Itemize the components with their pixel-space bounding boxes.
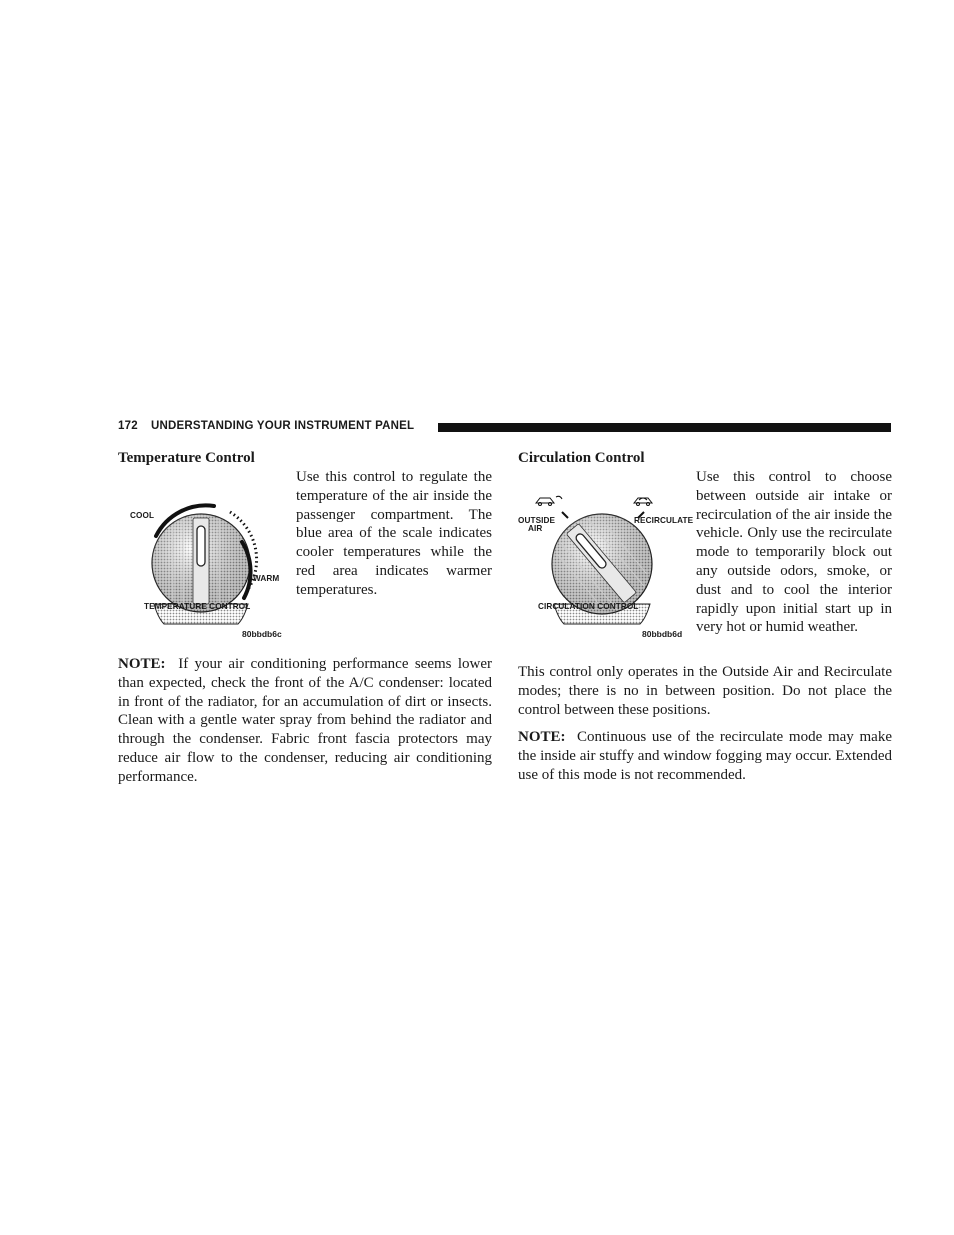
page-header xyxy=(118,418,891,436)
circulation-figure-code: 80bbdb6d xyxy=(642,629,683,639)
cool-label: COOL xyxy=(130,511,155,520)
note-label: NOTE: xyxy=(118,656,166,672)
circulation-paragraph: This control only operates in the Outside Air and Recirculate modes; there is no in between position. Do not place the control between these positions. xyxy=(518,664,892,718)
left-column xyxy=(118,448,492,785)
temperature-note xyxy=(118,655,492,787)
circulation-control-text: Use this control to choose between outside air intake or recirculation of the air inside the vehicle. Only use the recirculate mode to temporarily block out any outside odors, smoke, or dust and to cool the interior rapidly upon initial start up in very hot or humid weather. xyxy=(696,469,892,636)
circulation-figure-caption: CIRCULATION CONTROL xyxy=(538,602,639,611)
right-column xyxy=(518,448,892,783)
temperature-control-text: Use this control to regulate the temperature of the air inside the passenger compartment. The blue area of the scale indicates cooler temperatures while the red area indicates warmer temperatures. xyxy=(296,469,492,598)
outside-air-car-icon xyxy=(536,496,562,505)
outside-air-label-1: OUTSIDE xyxy=(518,516,556,525)
temperature-control-figure xyxy=(118,486,290,651)
section-title: UNDERSTANDING YOUR INSTRUMENT PANEL xyxy=(151,420,415,432)
warm-label: WARM xyxy=(253,574,280,583)
recirculate-car-icon xyxy=(634,498,652,506)
recirculate-label: RECIRCULATE xyxy=(634,516,694,525)
note-text: Continuous use of the recirculate mode may make the inside air stuffy and window fogging may occur. Extended use of this mode is not recommended. xyxy=(518,729,892,783)
page-number: 172 xyxy=(118,420,138,432)
circulation-control-figure xyxy=(518,486,694,651)
circulation-knob-icon xyxy=(518,486,690,651)
temperature-control-heading: Temperature Control xyxy=(118,450,255,466)
header-rule xyxy=(438,423,891,432)
note-text: If your air conditioning performance seems lower than expected, check the front of the A/C condenser: located in front of the radiator, for an accumulation of dirt or insects. Clean with a gentle water spray from behind the radiator and through the condenser. Fabric front fascia protectors may reduce air flow to the condenser, reducing air conditioning performance. xyxy=(118,656,492,785)
outside-air-label-2: AIR xyxy=(528,524,543,533)
circulation-note xyxy=(518,728,892,784)
temperature-figure-caption: TEMPERATURE CONTROL xyxy=(144,602,251,611)
circulation-control-heading: Circulation Control xyxy=(518,450,645,466)
temperature-figure-code: 80bbdb6c xyxy=(242,629,282,639)
note-label: NOTE: xyxy=(518,729,566,745)
